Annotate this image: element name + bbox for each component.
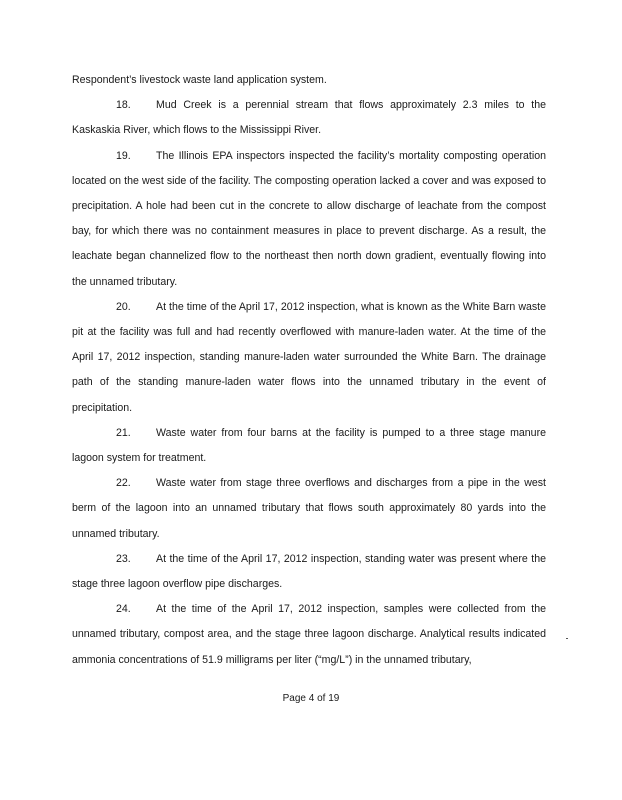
document-body (72, 68, 546, 673)
paragraph-number: 22. (116, 477, 131, 490)
paragraph-18 (72, 93, 546, 143)
paragraph-number: 20. (116, 300, 131, 313)
paragraph-23 (72, 547, 546, 597)
paragraph-21 (72, 421, 546, 471)
paragraph-text: At the time of the April 17, 2012 inspection, standing water was present where the stage three lagoon overflow pipe discharges. (72, 552, 546, 591)
paragraph-number: 18. (116, 99, 131, 112)
paragraph-text: Waste water from four barns at the facility is pumped to a three stage manure lagoon system for treatment. (72, 426, 546, 465)
paragraph-20 (72, 295, 546, 421)
paragraph-text: At the time of the April 17, 2012 inspection, what is known as the White Barn waste pit at the facility was full and had recently overflowed with manure-laden water. At the time of the April 17, 2012 inspection, standing manure-laden water surrounded the White Barn. The drainage path of the standing manure-laden water flows into the unnamed tributary in the event of precipitation. (72, 300, 546, 414)
page-footer: Page 4 of 19 (282, 693, 340, 704)
paragraph-text: The Illinois EPA inspectors inspected the facility’s mortality composting operation located on the west side of the facility. The composting operation lacked a cover and was exposed to precipitation. A hole had been cut in the concrete to allow discharge of leachate from the compost bay, for which there was no containment measures in place to prevent discharge. As a result, the leachate began channelized flow to the northeast then north down gradient, eventually flowing into the unnamed tributary. (72, 149, 546, 288)
paragraph-text: At the time of the April 17, 2012 inspection, samples were collected from the unnamed tributary, compost area, and the stage three lagoon discharge. Analytical results indicated ammonia concentrations of 51.9 milligrams per liter (“mg/L”) in the unnamed tributary, (72, 603, 546, 666)
scan-speck (566, 638, 568, 639)
continuation-text: Respondent’s livestock waste land application system. (72, 74, 327, 86)
paragraph-24 (72, 597, 546, 673)
paragraph-text: Waste water from stage three overflows and discharges from a pipe in the west berm of the lagoon into an unnamed tributary that flows south approximately 80 yards into the unnamed tributary. (72, 477, 546, 540)
paragraph-number: 21. (116, 426, 131, 439)
paragraph-number: 23. (116, 552, 131, 565)
paragraph-text: Mud Creek is a perennial stream that flows approximately 2.3 miles to the Kaskaskia River, which flows to the Mississippi River. (72, 99, 546, 137)
paragraph-number: 19. (116, 149, 131, 162)
paragraph-19 (72, 144, 546, 295)
paragraph-22 (72, 471, 546, 547)
paragraph-number: 24. (116, 603, 131, 616)
